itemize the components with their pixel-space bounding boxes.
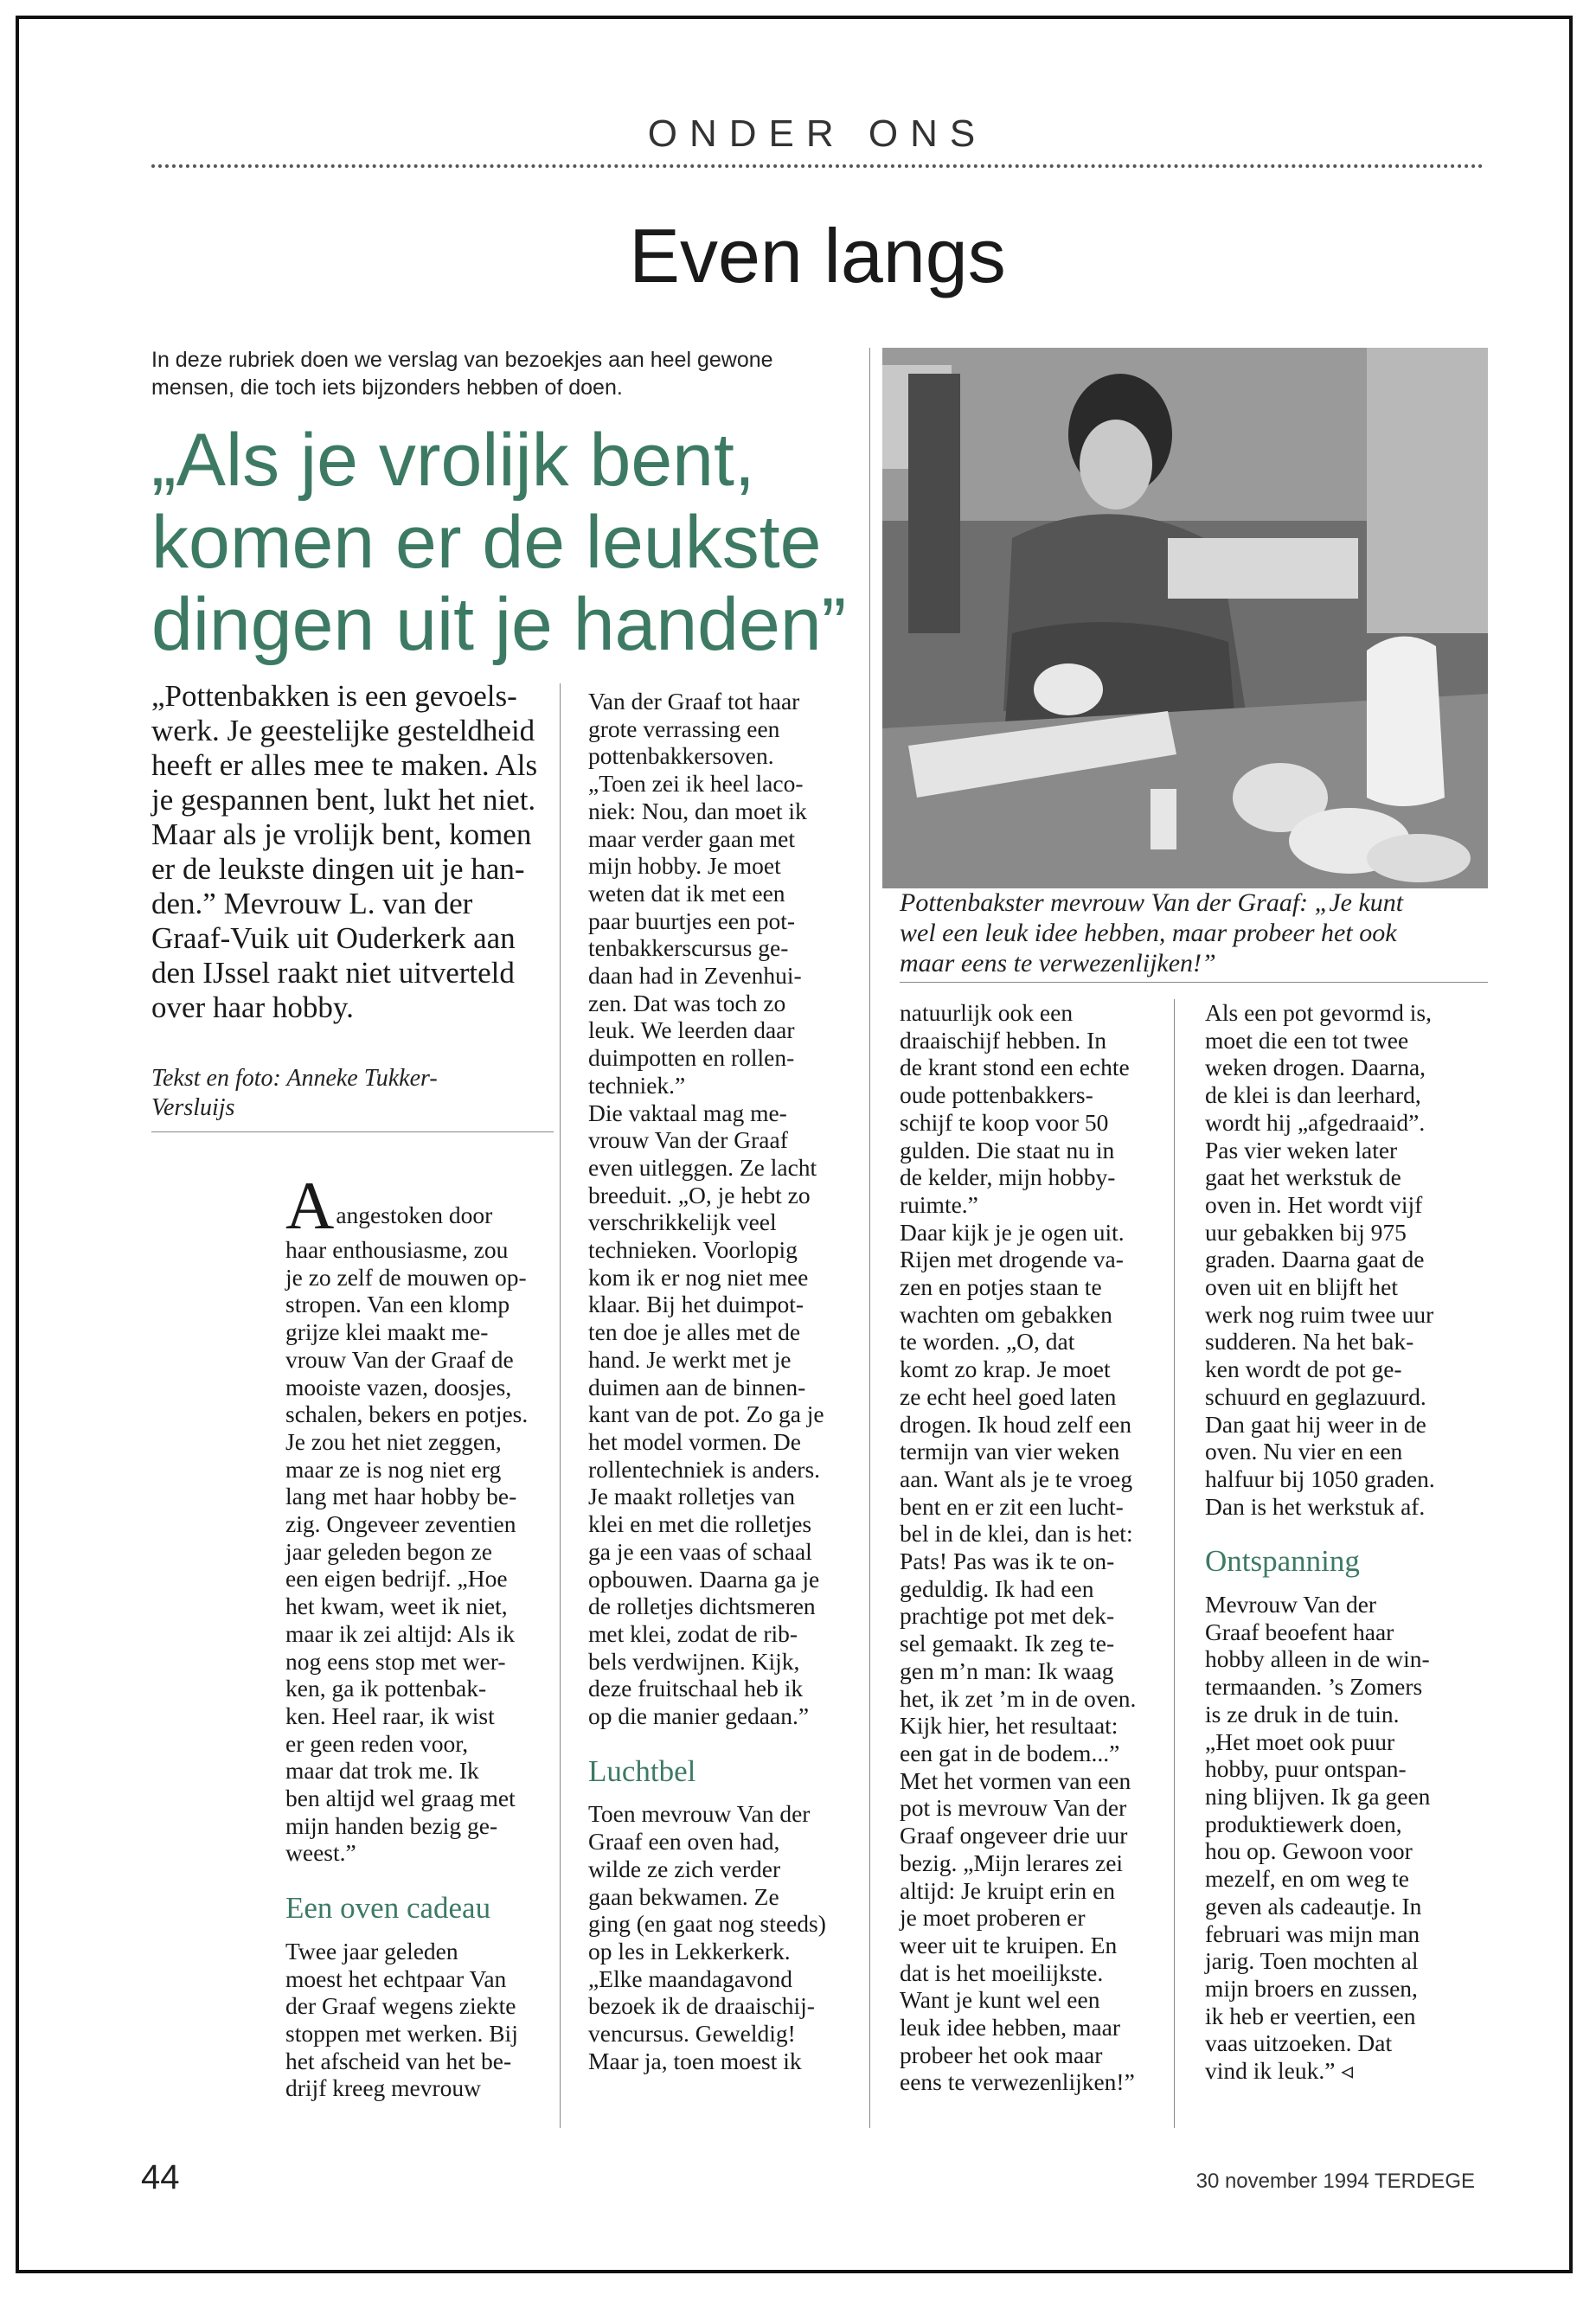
column-3 [900, 999, 1168, 2096]
text-line: komt zo krap. Je moet [900, 1356, 1111, 1383]
dotted-rule [151, 164, 1484, 168]
headline-line: dingen uit je handen” [151, 583, 847, 666]
text-line: op les in Lekkerkerk. [588, 1937, 791, 1965]
text-line: Graaf een oven had, [588, 1828, 780, 1856]
text-line: hou op. Gewoon voor [1205, 1837, 1413, 1865]
text-line: februari was mijn man [1205, 1920, 1420, 1947]
text-line: Je maakt rolletjes van [588, 1483, 796, 1510]
text-line: te worden. „O, dat [900, 1328, 1075, 1356]
intro-text [151, 346, 861, 401]
text-line: ning blijven. Ik ga geen [1205, 1782, 1431, 1810]
lead-line: er de leukste dingen uit je han- [151, 852, 525, 886]
dropcap-line [285, 1168, 562, 1243]
text-line: een gat in de bodem...” [900, 1739, 1120, 1766]
lead-line: den.” Mevrouw L. van der [151, 887, 473, 920]
text-line: sel gemaakt. Ik zeg te- [900, 1630, 1115, 1657]
text-line: gulden. Die staat nu in [900, 1136, 1115, 1163]
text-line: maar dat trok me. Ik [285, 1757, 479, 1785]
text-line: het model vormen. De [588, 1427, 801, 1455]
text-line: weest.” [285, 1839, 356, 1867]
text-line: opbouwen. Daarna ga je [588, 1565, 820, 1593]
issue-footer: 30 november 1994 TERDEGE [1195, 2170, 1475, 2193]
text-line: mijn broers en zussen, [1205, 1974, 1418, 2002]
text-line: zen. Dat was toch zo [588, 989, 786, 1016]
text-line: moet die een tot twee [1205, 1026, 1409, 1054]
text-line: Die vaktaal mag me- [588, 1099, 787, 1126]
text-line: wilde ze zich verder [588, 1855, 781, 1882]
text-line: de rolletjes dichtsmeren [588, 1593, 816, 1620]
text-line: je moet proberen er [900, 1904, 1086, 1932]
text-line: vaas uitzoeken. Dat [1205, 2029, 1393, 2057]
text-line: halfuur bij 1050 graden. [1205, 1465, 1435, 1492]
text-line: hand. Je werkt met je [588, 1345, 792, 1373]
text-line: bezoek ik de draaischij- [588, 1992, 815, 2020]
credit-line: Tekst en foto: Anneke Tukker- [151, 1065, 438, 1092]
text-line: weten dat ik met een [588, 879, 785, 907]
text-line: pot is mevrouw Van der [900, 1794, 1127, 1822]
intro-line: In deze rubriek doen we verslag van bezoekjes aan heel gewone [151, 348, 773, 372]
column-4-lines [1205, 999, 1486, 1520]
credit-line: Versluijs [151, 1094, 235, 1121]
text-line: de klei is dan leerhard, [1205, 1081, 1421, 1109]
text-line: leuk idee hebben, maar [900, 2014, 1121, 2041]
text-line: ik heb er veertien, een [1205, 2002, 1416, 2029]
text-line: ben altijd wel graag met [285, 1785, 516, 1812]
intro-line: mensen, die toch iets bijzonders hebben of doen. [151, 375, 623, 400]
text-line: Toen mevrouw Van der [588, 1800, 811, 1828]
text-line: verschrikkelijk veel [588, 1208, 777, 1236]
text-line: maar ik zei altijd: Als ik [285, 1619, 516, 1647]
text-line: gaan bekwamen. Ze [588, 1882, 779, 1910]
text-line: ten doe je alles met de [588, 1318, 801, 1346]
text-line: oude pottenbakkers- [900, 1081, 1093, 1109]
text-line: breeduit. „O, je hebt zo [588, 1181, 811, 1208]
text-line: Mevrouw Van der [1205, 1591, 1377, 1618]
headline [151, 420, 895, 666]
column-divider [1174, 999, 1175, 2128]
text-line: gaat het werkstuk de [1205, 1163, 1401, 1191]
caption-line: wel een leuk idee hebben, maar probeer het ook [900, 919, 1397, 947]
text-line: leuk. We leerden daar [588, 1016, 795, 1044]
text-line: Als een pot gevormd is, [1205, 999, 1432, 1026]
text-line: ken, ga ik pottenbak- [285, 1675, 487, 1702]
text-line: natuurlijk ook een [900, 999, 1074, 1026]
text-line: even uitleggen. Ze lacht [588, 1153, 817, 1181]
text-line: zen en potjes staan te [900, 1273, 1102, 1301]
text-line: weken drogen. Daarna, [1205, 1054, 1426, 1081]
text-line: op die manier gedaan.” [588, 1702, 810, 1730]
text-line: Van der Graaf tot haar [588, 688, 800, 715]
lead-line: Graaf-Vuik uit Ouderkerk aan [151, 921, 516, 955]
column-2-lines2 [588, 1800, 865, 2074]
text-line: wachten om gebakken [900, 1300, 1112, 1328]
text-line: wordt hij „afgedraaid”. [1205, 1108, 1426, 1136]
text-line: Graaf ongeveer drie uur [900, 1822, 1128, 1849]
text-line: sudderen. Na het bak- [1205, 1328, 1414, 1356]
text-line: niek: Nou, dan moet ik [588, 797, 807, 824]
text-line: schijf te koop voor 50 [900, 1108, 1109, 1136]
text-line: vind ik leuk.” ◃ [1205, 2057, 1354, 2085]
text-line: prachtige pot met dek- [900, 1602, 1115, 1630]
text-line: geven als cadeautje. In [1205, 1892, 1422, 1920]
lead-line: werk. Je geestelijke gesteldheid [151, 714, 535, 747]
rubric-title: Even langs [629, 213, 1006, 298]
photo-caption [900, 888, 1497, 978]
text-line: Graaf beoefent haar [1205, 1618, 1394, 1645]
text-line: pottenbakkersoven. [588, 742, 774, 770]
text-line: „Toen zei ik heel laco- [588, 770, 804, 798]
page-number: 44 [141, 2158, 180, 2196]
text-line: maar verder gaan met [588, 824, 795, 852]
text-line: met klei, zodat de rib- [588, 1619, 798, 1647]
text-line: je zo zelf de mouwen op- [285, 1263, 527, 1291]
text-line: kom ik er nog niet mee [588, 1263, 809, 1291]
subhead-ontspanning: Ontspanning [1205, 1544, 1360, 1579]
text-line: Dan gaat hij weer in de [1205, 1410, 1426, 1438]
text-line: mijn handen bezig ge- [285, 1811, 498, 1839]
column-2-lines [588, 688, 865, 1730]
lead-line: Maar als je vrolijk bent, komen [151, 817, 532, 851]
column-divider [869, 348, 870, 2128]
lead-line: „Pottenbakken is een gevoels- [151, 679, 517, 713]
text-line: Daar kijk je je ogen uit. [900, 1218, 1125, 1246]
text-line: gen m’n man: Ik waag [900, 1657, 1114, 1684]
text-line: draaischijf hebben. In [900, 1026, 1107, 1054]
text-line: de kelder, mijn hobby- [900, 1163, 1116, 1191]
text-line: altijd: Je kruipt erin en [900, 1876, 1115, 1904]
text-line: de krant stond een echte [900, 1054, 1130, 1081]
text-line: oven in. Het wordt vijf [1205, 1190, 1423, 1218]
caption-rule [900, 982, 1488, 983]
text-line: graden. Daarna gaat de [1205, 1246, 1425, 1273]
text-line: kant van de pot. Zo ga je [588, 1400, 824, 1428]
text-line: daan had in Zevenhui- [588, 962, 802, 990]
text-line: is ze druk in de tuin. [1205, 1700, 1400, 1727]
text-line: technieken. Voorlopig [588, 1236, 798, 1264]
text-line: Maar ja, toen moest ik [588, 2047, 802, 2074]
subhead-luchtbel: Luchtbel [588, 1753, 696, 1788]
text-line: ze echt heel goed laten [900, 1382, 1117, 1410]
text-line: werk nog ruim twee uur [1205, 1300, 1434, 1328]
text-line: schuurd en geglazuurd. [1205, 1382, 1426, 1410]
lead-line: over haar hobby. [151, 990, 354, 1024]
column-1-lines [285, 1236, 562, 1867]
text-line: der Graaf wegens ziekte [285, 1992, 516, 2020]
text-line: drogen. Ik houd zelf een [900, 1410, 1132, 1438]
text-line: „Elke maandagavond [588, 1965, 792, 1992]
text-line: hobby alleen in de win- [1205, 1645, 1430, 1673]
text-line: termaanden. ’s Zomers [1205, 1673, 1423, 1701]
pottery-photo [882, 348, 1488, 888]
headline-line: „Als je vrolijk bent, [151, 419, 755, 502]
text-line: Je zou het niet zeggen, [285, 1427, 502, 1455]
text-line: grote verrassing een [588, 715, 780, 742]
text-line: hobby, puur ontspan- [1205, 1755, 1407, 1783]
text-line: stropen. Van een klomp [285, 1291, 510, 1318]
text-line: rollentechniek is anders. [588, 1455, 821, 1483]
column-1 [285, 1168, 562, 2102]
text-line: uur gebakken bij 975 [1205, 1218, 1407, 1246]
text-line: stoppen met werken. Bij [285, 2019, 518, 2047]
text-line: ruimte.” [900, 1190, 978, 1218]
text-line: mijn hobby. Je moet [588, 852, 781, 880]
text-line: zig. Ongeveer zeventien [285, 1510, 516, 1538]
dropcap: A [285, 1168, 335, 1243]
text-line: nog eens stop met wer- [285, 1647, 506, 1675]
text-line: Met het vormen van een [900, 1766, 1131, 1794]
text-line: angestoken door [336, 1202, 493, 1228]
author-credit [151, 1064, 558, 1123]
text-line: bels verdwijnen. Kijk, [588, 1647, 800, 1675]
headline-line: komen er de leukste [151, 501, 822, 584]
text-line: „Het moet ook puur [1205, 1727, 1395, 1755]
text-line: mooiste vazen, doosjes, [285, 1373, 512, 1400]
text-line: lang met haar hobby be- [285, 1483, 517, 1510]
text-line: vrouw Van der Graaf [588, 1126, 788, 1154]
text-line: vrouw Van der Graaf de [285, 1345, 514, 1373]
section-kicker: ONDER ONS [647, 112, 988, 155]
text-line: techniek.” [588, 1071, 686, 1099]
text-line: het afscheid van het be- [285, 2047, 512, 2074]
text-line: geduldig. Ik had een [900, 1574, 1094, 1602]
column-1-lines2 [285, 1938, 562, 2102]
lead-line: je gespannen bent, lukt het niet. [151, 783, 536, 817]
text-line: ging (en gaat nog steeds) [588, 1910, 826, 1938]
text-line: mezelf, en om weg te [1205, 1865, 1409, 1893]
text-line: een eigen bedrijf. „Hoe [285, 1565, 508, 1593]
text-line: bent en er zit een lucht- [900, 1492, 1124, 1520]
text-line: termijn van vier weken [900, 1438, 1120, 1465]
text-line: grijze klei maakt me- [285, 1318, 489, 1346]
text-line: Want je kunt wel een [900, 1986, 1100, 2014]
text-line: er geen reden voor, [285, 1729, 469, 1757]
text-line: deze fruitschaal heb ik [588, 1675, 804, 1702]
text-line: oven uit en blijft het [1205, 1273, 1399, 1301]
text-line: Pas vier weken later [1205, 1136, 1398, 1163]
text-line: oven. Nu vier en een [1205, 1438, 1403, 1465]
text-line: klei en met die rolletjes [588, 1510, 812, 1538]
text-line: Twee jaar geleden [285, 1937, 458, 1965]
text-line: tenbakkerscursus ge- [588, 934, 789, 962]
text-line: aan. Want als je te vroeg [900, 1465, 1133, 1492]
text-line: probeer het ook maar [900, 2041, 1103, 2068]
text-line: Kijk hier, het resultaat: [900, 1712, 1118, 1740]
text-line: Rijen met drogende va- [900, 1246, 1124, 1273]
lead-line: den IJssel raakt niet uitverteld [151, 956, 515, 990]
text-line: Dan is het werkstuk af. [1205, 1492, 1426, 1520]
text-line: haar enthousiasme, zou [285, 1236, 509, 1263]
text-line: paar buurtjes een pot- [588, 907, 796, 934]
caption-line: Pottenbakster mevrouw Van der Graaf: „Je kunt [900, 888, 1404, 917]
text-line: schalen, bekers en potjes. [285, 1400, 529, 1428]
column-2 [588, 688, 865, 2074]
text-line: weer uit te kruipen. En [900, 1931, 1118, 1958]
text-line: het kwam, weet ik niet, [285, 1593, 508, 1620]
text-line: maar ze is nog niet erg [285, 1455, 502, 1483]
text-line: klaar. Bij het duimpot- [588, 1291, 804, 1318]
text-line: duimpotten en rollen- [588, 1044, 795, 1072]
text-line: bel in de klei, dan is het: [900, 1520, 1133, 1548]
text-line: ga je een vaas of schaal [588, 1537, 812, 1565]
caption-line: maar eens te verwezenlijken!” [900, 949, 1216, 977]
text-line: jaar geleden begon ze [285, 1537, 492, 1565]
text-line: vencursus. Geweldig! [588, 2020, 796, 2048]
column-3-lines [900, 999, 1168, 2096]
text-line: produktiewerk doen, [1205, 1810, 1402, 1837]
credit-rule [151, 1131, 554, 1132]
text-line: eens te verwezenlijken!” [900, 2068, 1135, 2096]
column-4 [1205, 999, 1486, 2085]
text-line: duimen aan de binnen- [588, 1373, 806, 1400]
text-line: ken wordt de pot ge- [1205, 1356, 1402, 1383]
lead-paragraph [151, 679, 558, 1025]
subhead-oven: Een oven cadeau [285, 1891, 491, 1926]
photo-illustration [882, 348, 1488, 888]
column-4-lines2 [1205, 1591, 1486, 2085]
text-line: het, ik zet ’m in de oven. [900, 1684, 1137, 1712]
text-line: drijf kreeg mevrouw [285, 2074, 482, 2102]
text-line: ken. Heel raar, ik wist [285, 1702, 495, 1729]
text-line: jarig. Toen mochten al [1205, 1947, 1419, 1975]
text-line: bezig. „Mijn lerares zei [900, 1849, 1124, 1876]
text-line: dat is het moeilijkste. [900, 1958, 1104, 1986]
text-line: Pats! Pas was ik te on- [900, 1548, 1115, 1575]
text-line: moest het echtpaar Van [285, 1965, 507, 1992]
lead-line: heeft er alles mee te maken. Als [151, 748, 538, 782]
